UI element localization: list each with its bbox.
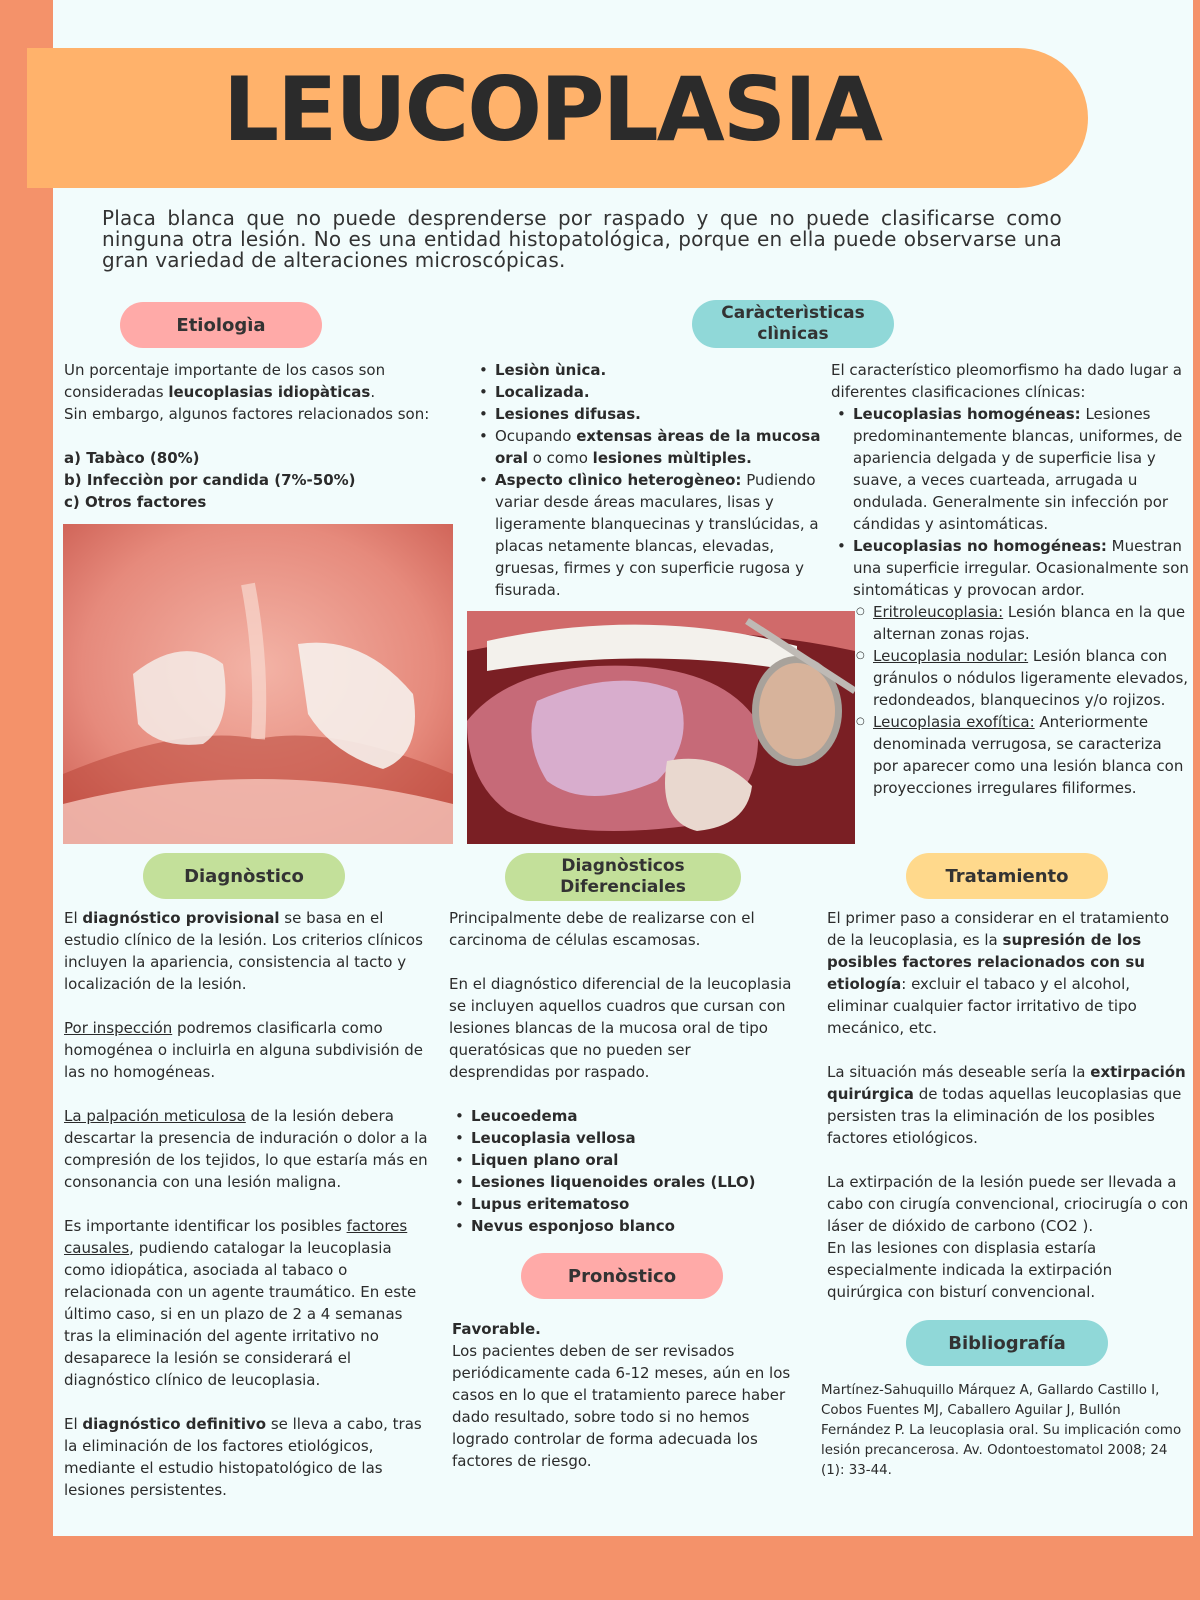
bullet-text: Leucoedema xyxy=(471,1107,578,1125)
bullet-text: Liquen plano oral xyxy=(471,1151,619,1169)
tratamiento-heading xyxy=(906,853,1108,899)
text-span: extirpación quirúrgica xyxy=(827,1063,1186,1103)
pronostico-heading xyxy=(521,1253,723,1299)
etiologia-p1-b: leucoplasias idiopàticas xyxy=(168,383,371,401)
bullet-text: Lesiones predominantemente blancas, uniformes, de apariencia delgada y de superficie lisa y suave, a veces cuarteada, arrugada u ondulada. Generalmente sin infección por cándidas y asintomáticas. xyxy=(853,405,1183,533)
list-item xyxy=(831,403,1191,535)
bullet-text: Nevus esponjoso blanco xyxy=(471,1217,675,1235)
diferenciales-p1: Principalmente debe de realizarse con el carcinoma de células escamosas. xyxy=(449,909,755,949)
spacer xyxy=(64,1193,434,1215)
text-span: de todas aquellas leucoplasias que persisten tras la eliminación de los posibles factores etiológicos. xyxy=(827,1085,1182,1147)
list-item xyxy=(449,1149,794,1171)
oral-lesion-photo-tongue xyxy=(467,611,855,844)
list-item xyxy=(473,469,823,601)
bullet-text: Lesión blanca con gránulos o nódulos ligeramente elevados, redondeados, blanquecinos y/o rojizos. xyxy=(873,647,1189,709)
bibliografia-text xyxy=(821,1381,1191,1481)
text-span: se basa en el estudio clínico de la lesión. Los criterios clínicos incluyen la apariencia, consistencia al tacto y localización de la lesión. xyxy=(64,909,423,993)
etiologia-text xyxy=(64,359,454,513)
bullet-text: Aspecto clìnico heterogèneo: xyxy=(495,471,742,489)
caracteristicas-heading-text: Caràcterìsticas clìnicas xyxy=(721,303,865,344)
bullet-text: Eritroleucoplasia: xyxy=(873,603,1004,621)
etiologia-heading xyxy=(120,302,322,348)
text-span: supresión de los posibles factores relacionados con su etiología xyxy=(827,931,1145,993)
list-item xyxy=(473,403,823,425)
bullet-text: Muestran una superficie irregular. Ocasionalmente son sintomáticas y provocan ardor. xyxy=(853,537,1189,599)
list-item xyxy=(851,645,1191,711)
etiologia-paragraph xyxy=(64,359,454,403)
oral-lesion-photo-palate xyxy=(63,524,453,844)
pronostico-lead: Favorable. xyxy=(452,1320,541,1338)
tongue-illustration xyxy=(467,611,855,844)
text-span: , pudiendo catalogar la leucoplasia como idiopática, asociada al tabaco o relacionada con un agente traumático. En este último caso, si en un plazo de 2 a 4 semanas tras la eliminación del agente irritativo no desaparece la lesión se considerará el diagnóstico clínico de leucoplasia. xyxy=(64,1239,417,1389)
text-span: Es importante identificar los posibles xyxy=(64,1217,347,1235)
text-span: El primer paso a considerar en el tratamiento de la leucoplasia, es la xyxy=(827,909,1169,949)
bullet-text: Lesiones difusas. xyxy=(495,405,641,423)
pronostico-body: Los pacientes deben de ser revisados periódicamente cada 6-12 meses, aún en los casos en lo que el tratamiento parece haber dado resultado, sobre todo si no hemos logrado controlar de forma adecuada los factores de riesgo. xyxy=(452,1342,791,1470)
etiologia-p1-c: . xyxy=(370,383,376,401)
pronostico-text xyxy=(452,1318,797,1472)
bullet-text: Localizada. xyxy=(495,383,590,401)
list-item xyxy=(831,535,1191,601)
spacer xyxy=(449,1083,794,1105)
text-span: factores causales xyxy=(64,1217,408,1257)
bullet-text: Lupus eritematoso xyxy=(471,1195,630,1213)
factor-item: c) Otros factores xyxy=(64,493,207,511)
text-span: La situación más deseable sería la xyxy=(827,1063,1091,1081)
text-span: La palpación meticulosa xyxy=(64,1107,246,1125)
tratamiento-text xyxy=(827,907,1192,1303)
pronostico-heading-text: Pronòstico xyxy=(567,1265,677,1287)
list-item xyxy=(851,601,1191,645)
bullet-text: Lesión blanca en la que alternan zonas rojas. xyxy=(873,603,1186,643)
spacer xyxy=(64,1391,434,1413)
bibliografia-reference: Martínez-Sahuquillo Márquez A, Gallardo Castillo I, Cobos Fuentes MJ, Caballero Aguilar J, Bullón Fernández P. La leucoplasia oral. Su implicación como lesión precancerosa. Av. Odontoestomatol 2008; 24 (1): 33-44. xyxy=(821,1383,1182,1478)
bullet-text: o como xyxy=(527,449,593,467)
bullet-text: Anteriormente denominada verrugosa, se caracteriza por aparecer como una lesión blanca con proyecciones irregulares filiformes. xyxy=(873,713,1184,797)
diferenciales-heading-text: Diagnòsticos Diferenciales xyxy=(560,856,686,897)
text-span: El xyxy=(64,1415,83,1433)
bibliografia-heading xyxy=(906,1320,1108,1366)
bullet-text: Leucoplasias no homogéneas: xyxy=(853,537,1107,555)
list-item xyxy=(449,1105,794,1127)
bullet-text: Lesiones liquenoides orales (LLO) xyxy=(471,1173,756,1191)
diferenciales-heading xyxy=(505,853,741,901)
caracteristicas-heading xyxy=(692,300,894,348)
caracteristicas-bullets xyxy=(473,359,823,601)
etiologia-p1-a: Un porcentaje importante de los casos son consideradas xyxy=(64,361,386,401)
text-span: se lleva a cabo, tras la eliminación de los factores etiológicos, mediante el estudio histopatológico de las lesiones persistentes. xyxy=(64,1415,422,1499)
diferenciales-text xyxy=(449,907,794,1237)
bullet-text: lesiones mùltiples. xyxy=(592,449,752,467)
list-item xyxy=(449,1215,794,1237)
list-item xyxy=(473,381,823,403)
bullet-text: Pudiendo variar desde áreas maculares, lisas y ligeramente blanquecinas y translúcidas, a placas netamente blancas, elevadas, gruesas, firmes y con superficie rugosa y fisurada. xyxy=(495,471,819,599)
spacer xyxy=(449,951,794,973)
diagnostico-heading xyxy=(143,853,345,899)
text-span: diagnóstico provisional xyxy=(82,909,280,927)
text-span: El xyxy=(64,909,83,927)
text-span: de la lesión debera descartar la presencia de induración o dolor a la compresión de los tejidos, lo que estaría más en consonancia con una lesión maligna. xyxy=(64,1107,428,1191)
tratamiento-heading-text: Tratamiento xyxy=(945,865,1069,887)
spacer xyxy=(64,1083,434,1105)
list-item xyxy=(473,425,823,469)
spacer xyxy=(827,1149,1192,1171)
intro-paragraph: Placa blanca que no puede desprenderse por raspado y que no puede clasificarse como ninguna otra lesión. No es una entidad histopatológica, porque en ella puede observarse una gran variedad de alteraciones microscópicas. xyxy=(102,206,1062,272)
text-span: podremos clasificarla como homogénea o incluirla en alguna subdivisión de las no homogéneas. xyxy=(64,1019,424,1081)
bullet-text: Ocupando xyxy=(495,427,577,445)
list-item xyxy=(851,711,1191,799)
bullet-text: Leucoplasia vellosa xyxy=(471,1129,636,1147)
bullet-text: Lesiòn ùnica. xyxy=(495,361,607,379)
diagnostico-heading-text: Diagnòstico xyxy=(184,865,304,887)
list-item xyxy=(473,359,823,381)
list-item xyxy=(449,1193,794,1215)
list-item xyxy=(449,1171,794,1193)
diferenciales-p2: En el diagnóstico diferencial de la leucoplasia se incluyen aquellos cuadros que cursan con lesiones blancas de la mucosa oral de tipo queratósicas que no pueden ser desprendidas por raspado. xyxy=(449,975,792,1081)
factor-item: a) Tabàco (80%) xyxy=(64,449,200,467)
spacer xyxy=(64,425,454,447)
palate-illustration xyxy=(63,524,453,844)
bullet-text: Leucoplasia nodular: xyxy=(873,647,1029,665)
diagnostico-text xyxy=(64,907,434,1501)
spacer xyxy=(827,1039,1192,1061)
spacer xyxy=(64,995,434,1017)
text-span: : excluir el tabaco y el alcohol, eliminar cualquier factor irritativo de tipo mecánico, etc. xyxy=(827,975,1137,1037)
bullet-text: extensas àreas de la mucosa oral xyxy=(495,427,821,467)
text-span: Por inspección xyxy=(64,1019,173,1037)
etiologia-p2: Sin embargo, algunos factores relacionados son: xyxy=(64,405,430,423)
bibliografia-heading-text: Bibliografía xyxy=(948,1332,1066,1354)
etiologia-heading-text: Etiologìa xyxy=(176,314,266,336)
classification-intro: El característico pleomorfismo ha dado lugar a diferentes clasificaciones clínicas: xyxy=(831,361,1182,401)
bullet-text: Leucoplasia exofítica: xyxy=(873,713,1035,731)
text-span: diagnóstico definitivo xyxy=(82,1415,267,1433)
tratamiento-p3: La extirpación de la lesión puede ser llevada a cabo con cirugía convencional, criocirugía o con láser de dióxido de carbono (CO2 ). xyxy=(827,1173,1189,1235)
bullet-text: Leucoplasias homogéneas: xyxy=(853,405,1081,423)
factor-item: b) Infecciòn por candida (7%-50%) xyxy=(64,471,356,489)
page-title: LEUCOPLASIA xyxy=(223,58,881,161)
caracteristicas-classification xyxy=(831,359,1191,799)
list-item xyxy=(449,1127,794,1149)
tratamiento-p4: En las lesiones con displasia estaría especialmente indicada la extirpación quirúrgica con bisturí convencional. xyxy=(827,1239,1113,1301)
